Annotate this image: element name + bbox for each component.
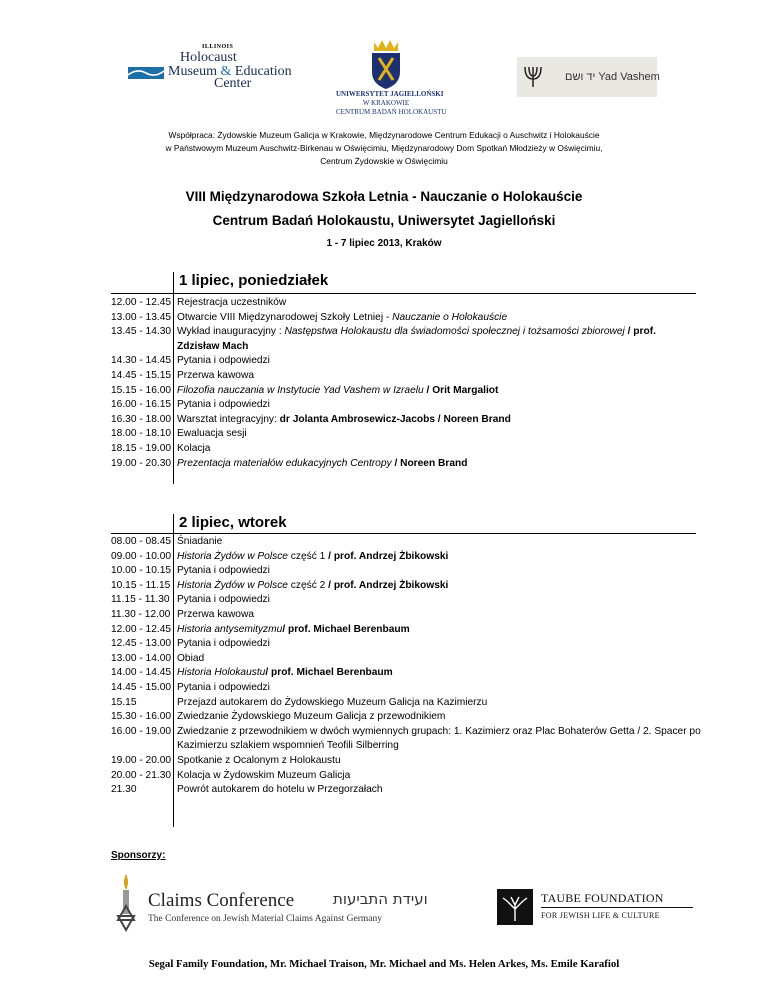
event-text: Pytania i odpowiedzi — [177, 594, 270, 606]
day-1-schedule — [111, 296, 711, 471]
event-text: Ewaluacja sesji — [177, 428, 247, 440]
schedule-event — [173, 725, 711, 754]
event-text: Warsztat integracyjny: — [177, 413, 280, 425]
event-text: Otwarcie VIII Międzynarodowej Szkoły Letniej - — [177, 311, 393, 323]
page-title: VIII Międzynarodowa Szkoła Letnia - Nauczanie o Holokauście — [185, 189, 583, 204]
schedule-event — [173, 457, 711, 472]
event-text: / Orit Margaliot — [423, 384, 499, 396]
event-text: Zwiedzanie Żydowskiego Muzeum Galicja z przewodnikiem — [177, 711, 446, 723]
schedule-row — [111, 579, 711, 594]
footer-sponsors: Segal Family Foundation, Mr. Michael Traison, Mr. Michael and Ms. Helen Arkes, Ms. Emile Karafiol — [148, 958, 620, 970]
schedule-event — [173, 442, 711, 457]
event-text: Pytania i odpowiedzi — [177, 681, 270, 693]
illinois-holocaust-museum-logo — [128, 44, 292, 94]
schedule-time: 18.15 - 19.00 — [111, 442, 172, 454]
schedule-time: 08.00 - 08.45 — [111, 536, 172, 547]
schedule-event — [173, 398, 711, 413]
event-text: Historia Żydów w Polsce — [177, 550, 288, 562]
schedule-row — [111, 681, 711, 696]
event-text: Przerwa kawowa — [177, 608, 254, 620]
schedule-time: 14.45 - 15.00 — [111, 681, 172, 693]
event-text: część 1 — [287, 550, 329, 562]
event-text: Prezentacja materiałów edukacyjnych Centropy — [177, 457, 392, 469]
event-text: Następstwa Holokaustu dla świadomości społecznej i tożsamości zbiorowej — [284, 326, 625, 338]
event-text: / prof. Andrzej Żbikowski — [328, 550, 449, 562]
schedule-row — [111, 296, 711, 311]
event-text: Powrót autokarem do hotelu w Przegorzałach — [177, 784, 383, 796]
schedule-event — [173, 369, 711, 384]
event-text: Historia antysemityzmu — [177, 623, 283, 635]
schedule-event — [173, 666, 711, 681]
event-text: część 2 — [287, 579, 329, 591]
jagiellonian-university-logo — [336, 38, 447, 120]
ihm-logo-line2: Holocaust — [180, 50, 237, 65]
schedule-time: 09.00 - 10.00 — [111, 550, 172, 562]
crest-icon — [368, 38, 404, 90]
event-text: Obiad — [177, 652, 205, 664]
yad-vashem-logo — [517, 57, 660, 97]
event-text: Zwiedzanie z przewodnikiem w dwóch wymiennych grupach: 1. Kazimierz oraz Plac Bohaterów Getta / 2. Spacer po Kazimierzu szlakiem wspomnień Teofili Silberring — [177, 725, 701, 752]
schedule-time: 14.00 - 14.45 — [111, 667, 172, 679]
schedule-time: 19.00 - 20.00 — [111, 754, 172, 766]
schedule-row — [111, 666, 711, 681]
schedule-time: 11.15 - 11.30 — [111, 594, 170, 606]
wave-icon — [128, 67, 164, 79]
page-subtitle: Centrum Badań Holokaustu, Uniwersytet Jagielloński — [212, 213, 556, 228]
day-title-2: 2 lipiec, wtorek — [179, 514, 287, 531]
menorah-icon — [523, 65, 543, 89]
schedule-time: 14.30 - 14.45 — [111, 355, 172, 367]
schedule-time: 13.45 - 14.30 — [111, 326, 172, 338]
cooperation-line: w Państwowym Muzeum Auschwitz-Birkenau w Oświęcimiu, Międzynarodowy Dom Spotkań Młodzieży w Oświęcimiu, — [165, 143, 603, 153]
schedule-row — [111, 369, 711, 384]
schedule-row — [111, 384, 711, 399]
schedule-row — [111, 754, 711, 769]
event-text: Pytania i odpowiedzi — [177, 399, 270, 411]
schedule-event — [173, 427, 711, 442]
schedule-time: 15.15 — [111, 696, 137, 708]
schedule-event — [173, 652, 711, 667]
uj-logo-line2: W KRAKOWIE — [362, 99, 410, 107]
schedule-row — [111, 427, 711, 442]
claims-conference-logo — [108, 872, 468, 934]
schedule-time: 18.00 - 18.10 — [111, 428, 172, 440]
schedule-row — [111, 354, 711, 369]
schedule-event — [173, 311, 711, 326]
schedule-row — [111, 398, 711, 413]
uj-logo-line3: CENTRUM BADAŃ HOLOKAUSTU — [336, 108, 447, 116]
schedule-row — [111, 311, 711, 326]
taube-foundation-logo — [497, 889, 697, 925]
schedule-row — [111, 325, 711, 354]
event-text: Wykład inauguracyjny : — [177, 326, 285, 338]
day-2-schedule — [111, 535, 711, 798]
schedule-row — [111, 442, 711, 457]
event-text: Historia Żydów w Polsce — [177, 579, 288, 591]
event-text: / prof. Michael Berenbaum — [282, 623, 410, 635]
sponsors-label: Sponsorzy: — [111, 850, 166, 861]
schedule-time: 12.00 - 12.45 — [111, 297, 172, 308]
schedule-row — [111, 550, 711, 565]
schedule-event — [173, 696, 711, 711]
taube-line2: FOR JEWISH LIFE & CULTURE — [541, 911, 660, 920]
schedule-time: 10.15 - 11.15 — [111, 579, 171, 591]
schedule-event — [173, 637, 711, 652]
day-1-rule — [111, 293, 696, 294]
schedule-row — [111, 652, 711, 667]
schedule-row — [111, 725, 711, 754]
schedule-row — [111, 593, 711, 608]
schedule-row — [111, 696, 711, 711]
schedule-row — [111, 608, 711, 623]
schedule-time: 16.00 - 19.00 — [111, 725, 172, 737]
yad-vashem-text: יד ושם Yad Vashem — [565, 71, 660, 83]
taube-line1: TAUBE FOUNDATION — [541, 891, 664, 905]
schedule-time: 15.30 - 16.00 — [111, 711, 172, 723]
schedule-event — [173, 296, 711, 311]
schedule-event — [173, 769, 711, 784]
schedule-time: 16.30 - 18.00 — [111, 413, 172, 425]
schedule-event — [173, 354, 711, 369]
schedule-time: 14.45 - 15.15 — [111, 369, 172, 381]
schedule-event — [173, 710, 711, 725]
event-text: Kolacja — [177, 442, 211, 454]
schedule-time: 21.30 — [111, 784, 137, 796]
ihm-logo-line4: Center — [214, 76, 252, 91]
schedule-event — [173, 754, 711, 769]
day-2-rule — [111, 533, 696, 534]
schedule-event — [173, 783, 711, 798]
schedule-time: 15.15 - 16.00 — [111, 384, 172, 396]
schedule-event — [173, 564, 711, 579]
cooperation-text — [60, 129, 708, 168]
schedule-event — [173, 608, 711, 623]
schedule-event — [173, 535, 711, 550]
schedule-row — [111, 413, 711, 428]
candle-star-icon — [108, 872, 144, 934]
tree-icon — [497, 889, 533, 925]
schedule-time: 13.00 - 14.00 — [111, 652, 172, 664]
schedule-event — [173, 384, 711, 399]
schedule-time: 10.00 - 10.15 — [111, 565, 172, 577]
schedule-event — [173, 623, 711, 638]
event-text: Pytania i odpowiedzi — [177, 565, 270, 577]
cooperation-line: Współpraca: Żydowskie Muzeum Galicja w Krakowie, Międzynarodowe Centrum Edukacji o Auschwitz i Holokauście — [168, 130, 600, 140]
schedule-row — [111, 564, 711, 579]
event-text: Nauczanie o Holokauście — [392, 311, 508, 323]
ihm-logo-line3: Museum & Education — [168, 64, 292, 79]
schedule-event — [173, 413, 711, 428]
schedule-row — [111, 535, 711, 550]
schedule-time: 11.30 - 12.00 — [111, 608, 171, 620]
schedule-time: 13.00 - 13.45 — [111, 311, 172, 323]
event-text: / Noreen Brand — [391, 457, 468, 469]
event-text: / prof. Andrzej Żbikowski — [328, 579, 449, 591]
schedule-row — [111, 457, 711, 472]
claims-conference-title: Claims Conference — [148, 890, 295, 911]
schedule-event — [173, 593, 711, 608]
ihm-logo-line1: ILLINOIS — [202, 44, 234, 50]
event-text: Rejestracja uczestników — [177, 297, 287, 308]
event-text: Śniadanie — [177, 536, 223, 547]
schedule-row — [111, 623, 711, 638]
cooperation-line: Centrum Żydowskie w Oświęcimiu — [320, 156, 448, 166]
event-text: dr Jolanta Ambrosewicz-Jacobs / Noreen Brand — [279, 413, 511, 425]
schedule-time: 12.00 - 12.45 — [111, 623, 172, 635]
schedule-event — [173, 681, 711, 696]
schedule-row — [111, 769, 711, 784]
taube-divider — [541, 907, 693, 908]
day-title-1: 1 lipiec, poniedziałek — [179, 272, 329, 289]
schedule-event — [173, 550, 711, 565]
event-text: Przejazd autokarem do Żydowskiego Muzeum Galicja na Kazimierzu — [177, 696, 488, 708]
schedule-event — [173, 325, 711, 354]
schedule-time: 20.00 - 21.30 — [111, 769, 172, 781]
event-text: Spotkanie z Ocalonym z Holokaustu — [177, 754, 341, 766]
event-text: Pytania i odpowiedzi — [177, 638, 270, 650]
schedule-time: 16.00 - 16.15 — [111, 399, 172, 411]
claims-conference-hebrew: ועידת התביעות — [333, 890, 428, 908]
schedule-event — [173, 579, 711, 594]
event-text: Filozofia nauczania w Instytucie Yad Vashem w Izraelu — [177, 384, 424, 396]
event-text: Historia Holokaustu — [177, 667, 266, 679]
schedule-row — [111, 637, 711, 652]
schedule-time: 12.45 - 13.00 — [111, 638, 172, 650]
schedule-time: 19.00 - 20.30 — [111, 457, 172, 469]
event-text: Przerwa kawowa — [177, 369, 254, 381]
schedule-row — [111, 783, 711, 798]
event-text: / prof. Zdzisław Mach — [177, 326, 656, 352]
uj-logo-line1: UNIWERSYTET JAGIELLOŃSKI — [336, 90, 444, 98]
page-dates: 1 - 7 lipiec 2013, Kraków — [326, 238, 442, 249]
event-text: Pytania i odpowiedzi — [177, 355, 270, 367]
schedule-row — [111, 710, 711, 725]
event-text: Kolacja w Żydowskim Muzeum Galicja — [177, 769, 351, 781]
claims-conference-subtitle: The Conference on Jewish Material Claims Against Germany — [148, 914, 383, 924]
event-text: / prof. Michael Berenbaum — [265, 667, 393, 679]
